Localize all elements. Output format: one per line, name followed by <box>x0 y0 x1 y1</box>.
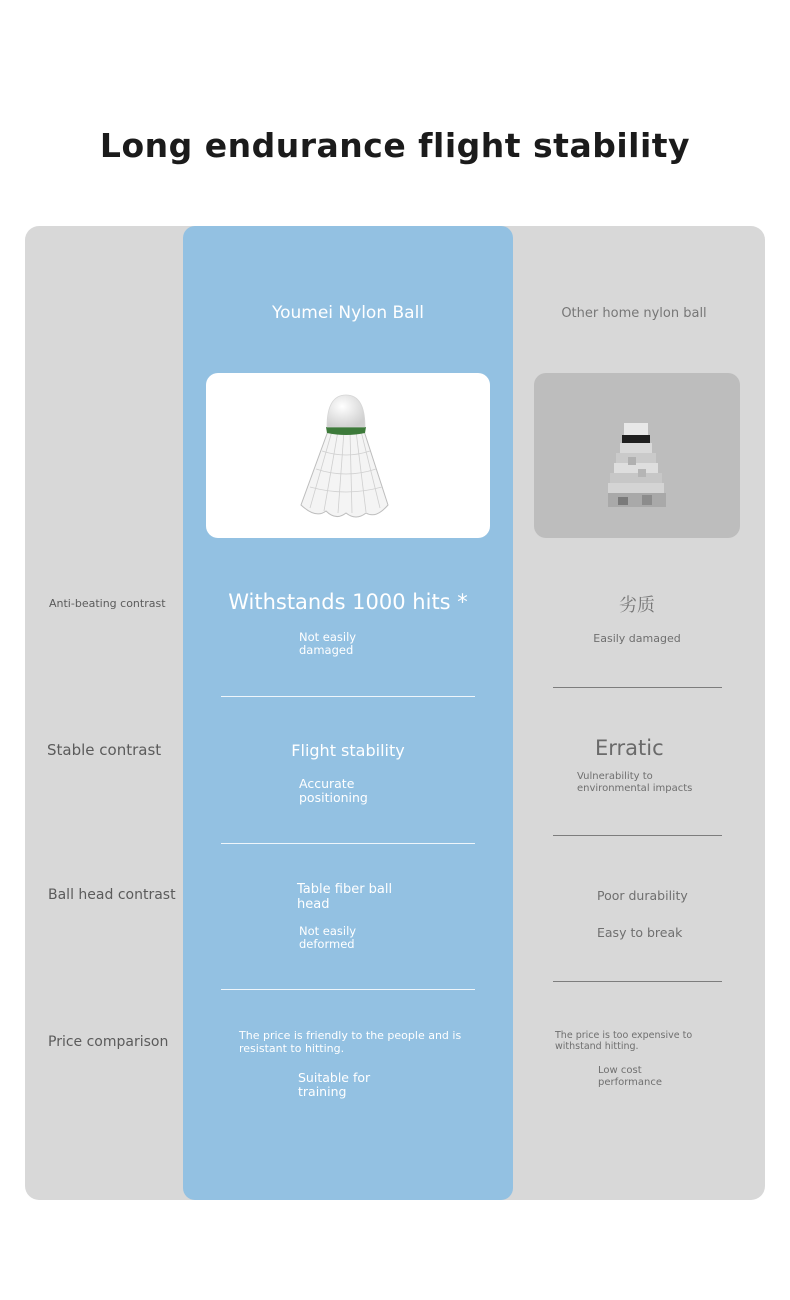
other-stability-sub: Vulnerability to environmental impacts <box>577 771 693 794</box>
other-price-main: The price is too expensive to withstand hitting. <box>555 1030 693 1052</box>
product-image-card-ours <box>206 373 490 538</box>
other-beating-main: 劣质 <box>619 595 655 616</box>
row-label-price: Price comparison <box>48 1034 169 1050</box>
column-header-ours: Youmei Nylon Ball <box>271 303 425 323</box>
row-label-stable: Stable contrast <box>47 741 162 759</box>
divider-other-3 <box>553 981 722 982</box>
other-beating-sub: Easily damaged <box>593 632 681 645</box>
row-label-anti-beating: Anti-beating contrast <box>49 597 166 610</box>
other-stability-main: Erratic <box>595 736 664 760</box>
ours-beating-main: Withstands 1000 hits * <box>228 590 468 614</box>
other-head-main: Poor durability <box>597 888 688 903</box>
product-image-card-other <box>534 373 740 538</box>
divider-ours-2 <box>221 843 475 844</box>
divider-other-2 <box>553 835 722 836</box>
ours-head-main: Table fiber ball head <box>297 882 393 912</box>
shuttlecock-icon <box>206 373 490 538</box>
divider-ours-1 <box>221 696 475 697</box>
ours-stability-main: Flight stability <box>291 741 405 760</box>
row-label-ball-head: Ball head contrast <box>48 887 176 903</box>
divider-other-1 <box>553 687 722 688</box>
column-header-other: Other home nylon ball <box>561 306 707 321</box>
ours-price-sub: Suitable for training <box>298 1070 371 1099</box>
ours-beating-sub: Not easily damaged <box>299 630 357 657</box>
ours-head-sub: Not easily deformed <box>299 924 357 951</box>
ours-stability-sub: Accurate positioning <box>299 776 368 805</box>
other-head-sub: Easy to break <box>597 925 683 940</box>
page-title: Long endurance flight stability <box>99 126 691 165</box>
other-price-sub: Low cost performance <box>598 1065 663 1088</box>
divider-ours-3 <box>221 989 475 990</box>
blurred-shuttlecock-icon <box>534 373 740 538</box>
ours-price-main: The price is friendly to the people and is resistant to hitting. <box>239 1029 462 1055</box>
